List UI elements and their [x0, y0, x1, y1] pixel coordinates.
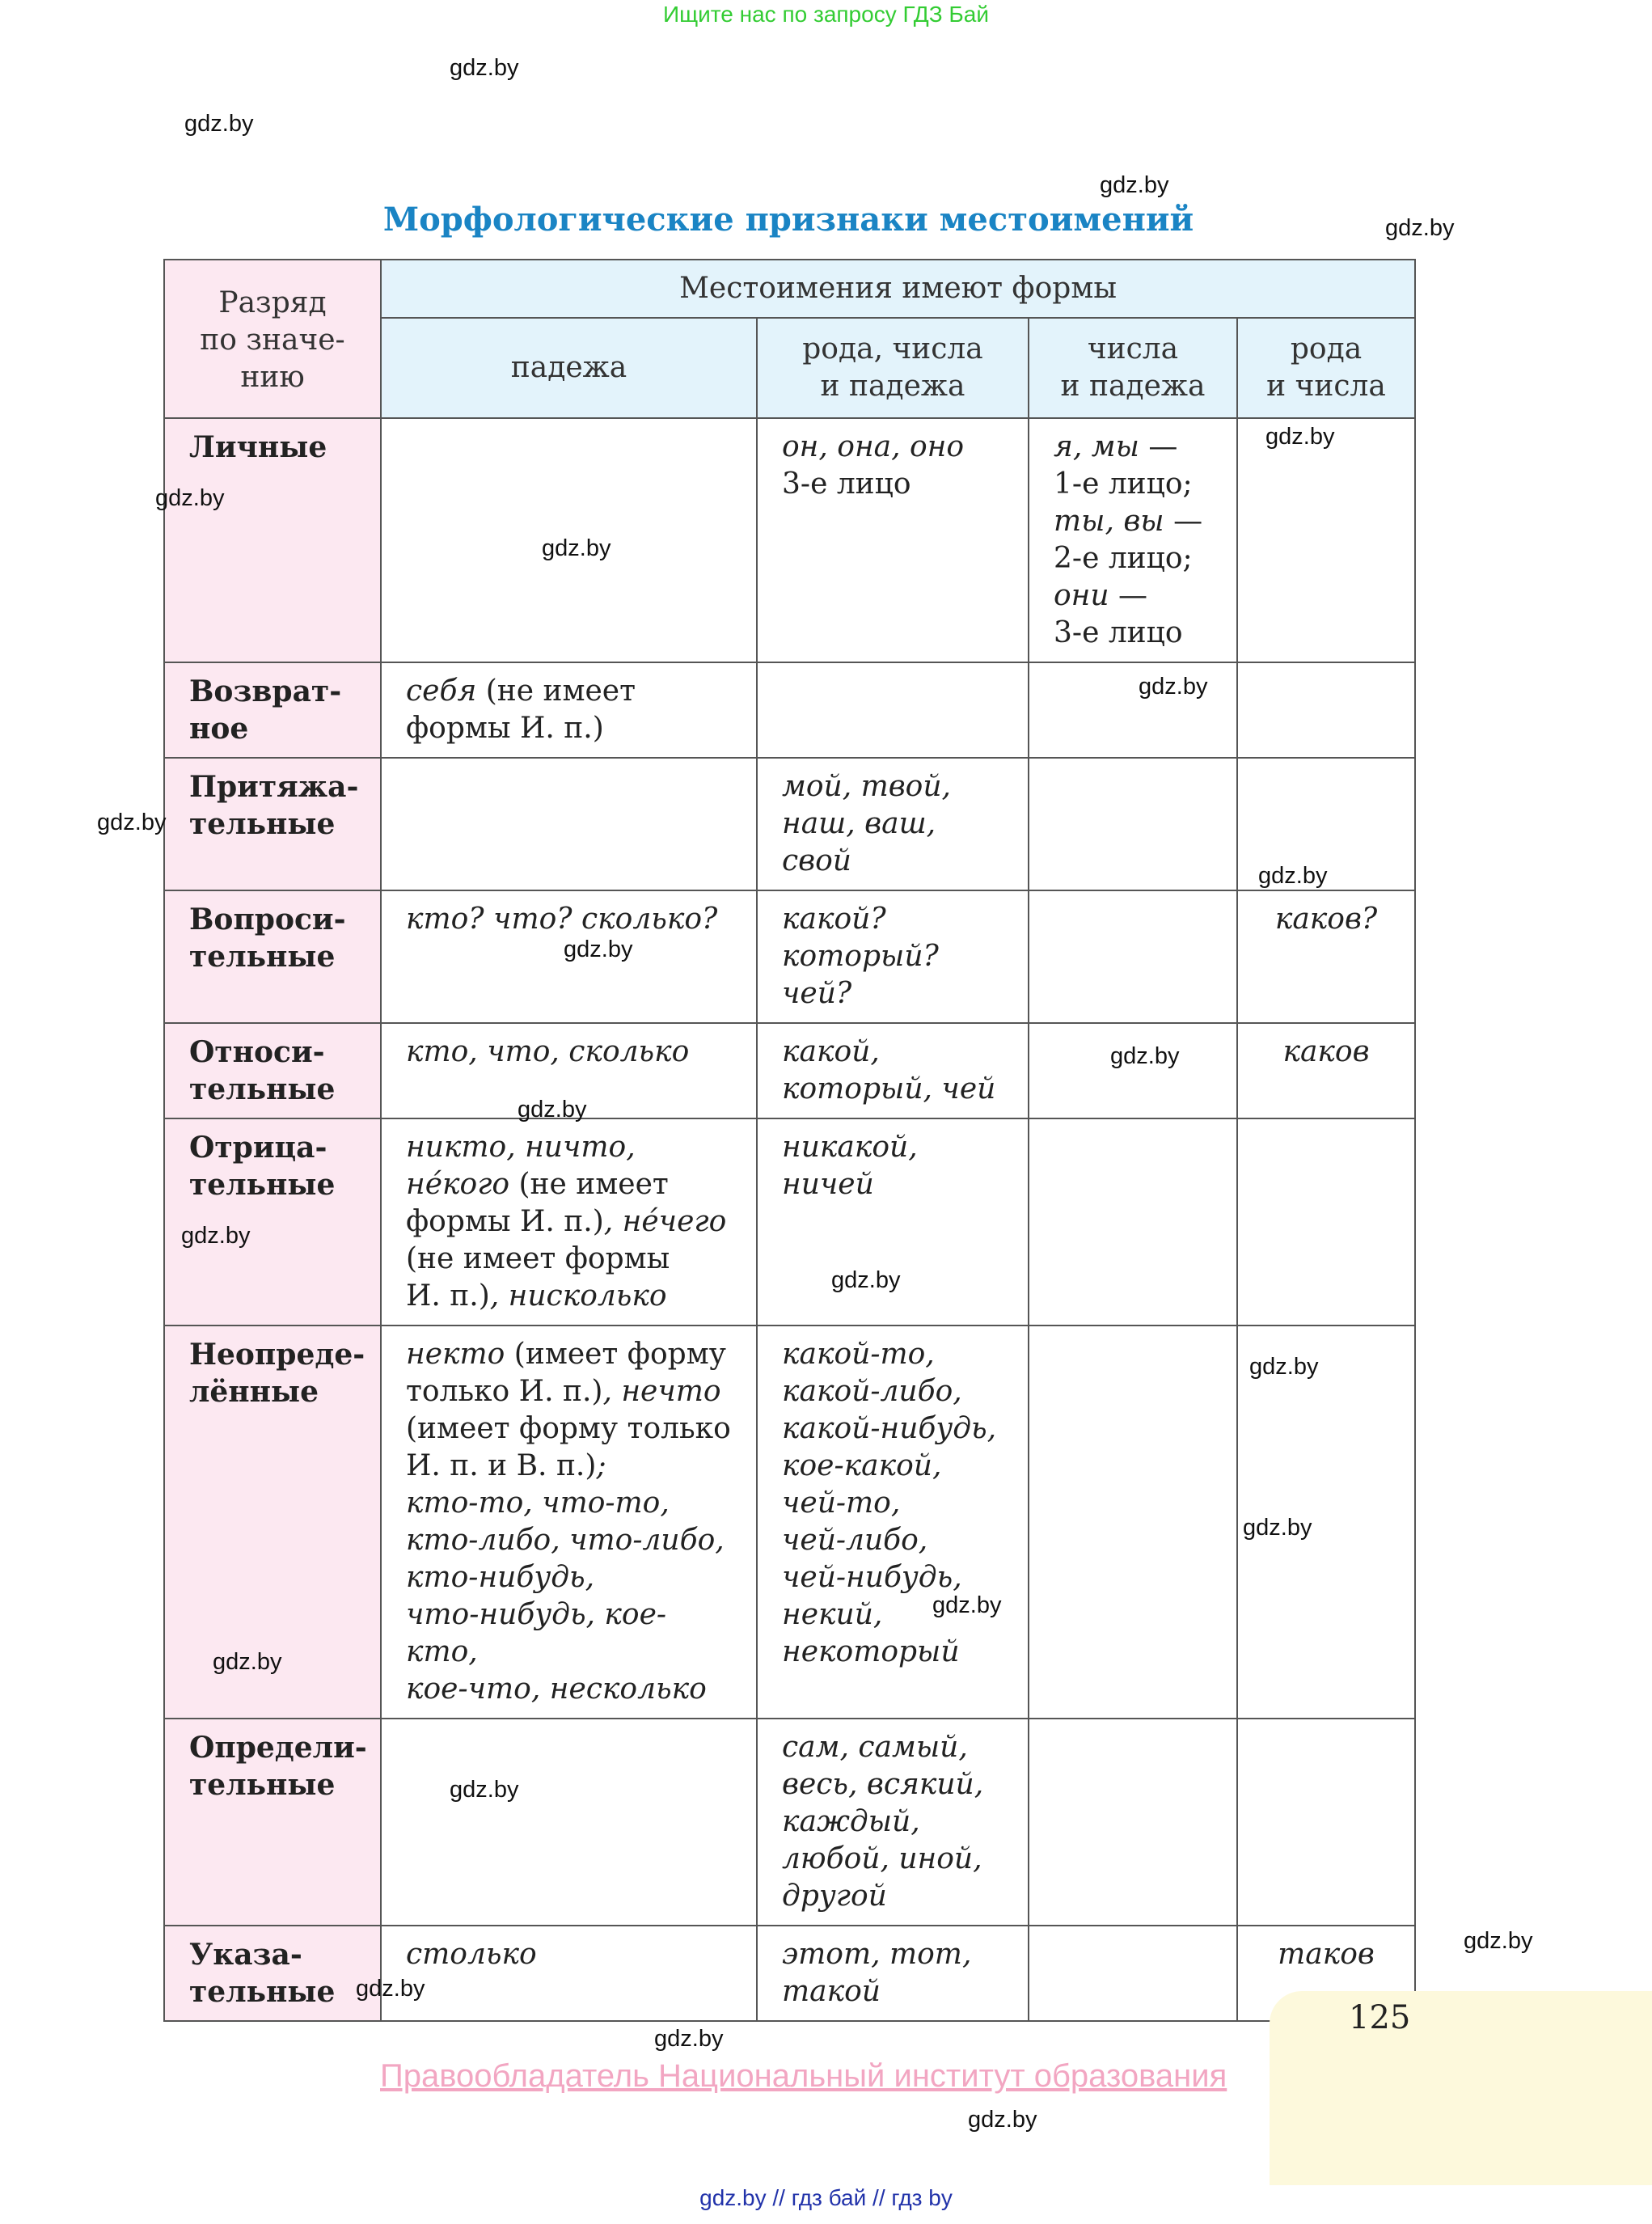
cell-line: Указа-: [189, 1938, 302, 1972]
table-cell: [1237, 1023, 1415, 1118]
cell-line: мой, твой,: [782, 770, 951, 803]
header-col-3: [1029, 318, 1237, 418]
row-category: [164, 1926, 381, 2021]
watermark: gdz.by: [450, 1777, 519, 1803]
table-row: [164, 758, 1415, 890]
cell-line: падежа: [510, 351, 627, 384]
watermark: gdz.by: [356, 1976, 425, 2002]
cell-line: лённые: [189, 1375, 319, 1409]
table-cell: [1029, 1118, 1237, 1326]
table-cell: [1029, 1023, 1237, 1118]
cell-line: который?: [782, 940, 939, 973]
cell-line: свой: [782, 844, 851, 877]
table-cell: [1029, 758, 1237, 890]
table-row: [164, 418, 1415, 662]
table-row: [164, 1023, 1415, 1118]
cell-line: кто-нибудь,: [406, 1561, 595, 1594]
header-category: [164, 260, 381, 418]
watermark: gdz.by: [181, 1223, 251, 1249]
cell-line: кто, что, сколько: [406, 1035, 690, 1068]
table-cell: [381, 1326, 757, 1719]
row-category: [164, 758, 381, 890]
cell-line: и падежа: [1060, 370, 1206, 403]
table-cell: [1237, 1719, 1415, 1926]
page-title: Морфологические признаки местоимений: [382, 201, 1194, 239]
cell-line: я, мы —: [1054, 430, 1178, 463]
cell-line: и падежа: [820, 370, 965, 403]
cell-line: весь, всякий,: [782, 1768, 984, 1801]
cell-line: никто, ничто,: [406, 1131, 636, 1164]
cell-line: кто-то, что-то,: [406, 1486, 670, 1520]
table-row: [164, 890, 1415, 1023]
cell-line: этот, тот,: [782, 1938, 972, 1971]
cell-line: и числа: [1266, 370, 1386, 403]
table-row: [164, 1326, 1415, 1719]
cell-line: они —: [1054, 579, 1148, 612]
cell-line: Разряд: [218, 286, 327, 319]
cell-line: наш, ваш,: [782, 807, 936, 840]
cell-line: Неопреде-: [189, 1338, 365, 1372]
cell-line: какой,: [782, 1035, 880, 1068]
watermark: gdz.by: [1243, 1515, 1312, 1541]
table-cell: [1029, 418, 1237, 662]
header-col-1: [381, 318, 757, 418]
copyright-notice[interactable]: Правообладатель Национальный институт образования: [380, 2058, 1227, 2094]
cell-line: только И. п.), нечто: [406, 1375, 721, 1408]
cell-line: тельные: [189, 1072, 336, 1106]
cell-line: 2-е лицо;: [1054, 542, 1193, 575]
table-cell: [381, 1719, 757, 1926]
cell-line: чей?: [782, 977, 852, 1010]
cell-line: по значе-: [200, 323, 345, 357]
cell-line: не́кого (не имеет: [406, 1168, 669, 1201]
table-cell: [381, 662, 757, 758]
cell-line: Притяжа-: [189, 770, 359, 804]
watermark: gdz.by: [654, 2026, 724, 2052]
table-cell: [757, 1118, 1029, 1326]
cell-line: кто-либо, что-либо,: [406, 1524, 725, 1557]
watermark: gdz.by: [1110, 1043, 1180, 1069]
cell-line: рода, числа: [802, 332, 983, 366]
cell-line: Определи-: [189, 1731, 367, 1765]
cell-line: никакой,: [782, 1131, 918, 1164]
table-cell: [1029, 890, 1237, 1023]
cell-line: рода: [1290, 332, 1363, 366]
watermark: gdz.by: [564, 937, 633, 962]
pronoun-table: [163, 259, 1416, 2022]
table-cell: [757, 1023, 1029, 1118]
watermark: gdz.by: [213, 1649, 282, 1675]
cell-line: любой, иной,: [782, 1842, 982, 1875]
search-banner: Ищите нас по запросу ГДЗ Бай: [662, 2, 990, 27]
cell-line: каков?: [1274, 903, 1378, 936]
cell-line: какой-нибудь,: [782, 1412, 997, 1445]
watermark: gdz.by: [1464, 1928, 1533, 1954]
row-category: [164, 1023, 381, 1118]
cell-line: столько: [406, 1938, 537, 1971]
cell-line: другой: [782, 1879, 887, 1913]
table-cell: [381, 1118, 757, 1326]
watermark: gdz.by: [932, 1592, 1002, 1618]
cell-line: И. п. и В. п.);: [406, 1449, 606, 1482]
cell-line: чей-нибудь,: [782, 1561, 962, 1594]
table-cell: [757, 1326, 1029, 1719]
watermark: gdz.by: [1385, 215, 1455, 241]
header-group: Местоимения имеют формы: [381, 260, 1415, 318]
row-category: [164, 418, 381, 662]
cell-line: И. п.), нисколько: [406, 1279, 667, 1313]
cell-line: кое-какой,: [782, 1449, 942, 1482]
table-row: [164, 1719, 1415, 1926]
cell-line: 3-е лицо: [782, 467, 911, 501]
cell-line: тельные: [189, 1975, 336, 2009]
row-category: [164, 1719, 381, 1926]
header-col-2: [757, 318, 1029, 418]
cell-line: таков: [1278, 1938, 1375, 1971]
cell-line: Отрица-: [189, 1131, 327, 1165]
cell-line: сам, самый,: [782, 1731, 968, 1764]
header-col-4: [1237, 318, 1415, 418]
cell-line: ничей: [782, 1168, 874, 1201]
cell-line: (имеет форму только: [406, 1412, 731, 1445]
table-cell: [1237, 1118, 1415, 1326]
cell-line: формы И. п.), не́чего: [406, 1205, 727, 1238]
cell-line: кто? что? сколько?: [406, 903, 718, 936]
page-number: 125: [1349, 1999, 1411, 2036]
cell-line: Вопроси-: [189, 903, 346, 937]
cell-line: (не имеет формы: [406, 1242, 670, 1275]
cell-line: некоторый: [782, 1635, 960, 1668]
table-row: [164, 1926, 1415, 2021]
cell-line: такой: [782, 1975, 881, 2008]
cell-line: Личные: [189, 430, 327, 464]
cell-line: какой-то,: [782, 1338, 935, 1371]
cell-line: Возврат-: [189, 674, 342, 708]
table-cell: [757, 758, 1029, 890]
table-cell: [381, 1926, 757, 2021]
cell-line: числа: [1087, 332, 1179, 366]
table-cell: [1237, 662, 1415, 758]
watermark: gdz.by: [1100, 172, 1169, 198]
watermark: gdz.by: [542, 535, 611, 561]
watermark: gdz.by: [1265, 424, 1335, 450]
cell-line: какой-либо,: [782, 1375, 962, 1408]
table-cell: [757, 418, 1029, 662]
table-cell: [1237, 418, 1415, 662]
watermark: gdz.by: [184, 111, 254, 137]
cell-line: он, она, оно: [782, 430, 965, 463]
footer-links[interactable]: gdz.by // гдз бай // гдз by: [699, 2185, 953, 2210]
cell-line: чей-то,: [782, 1486, 901, 1520]
cell-line: который, чей: [782, 1072, 996, 1106]
cell-line: ное: [189, 712, 249, 746]
watermark: gdz.by: [831, 1267, 901, 1293]
cell-line: тельные: [189, 940, 336, 974]
table-cell: [757, 890, 1029, 1023]
table-cell: [757, 1926, 1029, 2021]
cell-line: чей-либо,: [782, 1524, 928, 1557]
row-category: [164, 890, 381, 1023]
cell-line: каждый,: [782, 1805, 920, 1838]
row-category: [164, 1118, 381, 1326]
cell-line: Относи-: [189, 1035, 325, 1069]
table-row: [164, 662, 1415, 758]
cell-line: 1-е лицо;: [1054, 467, 1193, 501]
table-cell: [1029, 1719, 1237, 1926]
watermark: gdz.by: [1249, 1354, 1319, 1380]
cell-line: нию: [240, 361, 305, 394]
cell-line: себя (не имеет: [406, 674, 636, 708]
cell-line: некий,: [782, 1598, 883, 1631]
cell-line: какой?: [782, 903, 886, 936]
cell-line: тельные: [189, 807, 336, 841]
watermark: gdz.by: [968, 2107, 1037, 2133]
table-cell: [1029, 1926, 1237, 2021]
cell-line: кое-что, несколько: [406, 1672, 707, 1706]
table-cell: [757, 1719, 1029, 1926]
table-row: [164, 1118, 1415, 1326]
watermark: gdz.by: [97, 810, 167, 835]
watermark: gdz.by: [518, 1097, 587, 1123]
page-number-box: [1270, 1991, 1652, 2185]
table-cell: [757, 662, 1029, 758]
watermark: gdz.by: [155, 485, 225, 511]
cell-line: каков: [1282, 1035, 1370, 1068]
watermark: gdz.by: [450, 55, 519, 81]
table-cell: [1237, 890, 1415, 1023]
cell-line: ты, вы —: [1054, 505, 1203, 538]
watermark: gdz.by: [1139, 674, 1208, 700]
table-cell: [1029, 1326, 1237, 1719]
cell-line: тельные: [189, 1168, 336, 1202]
cell-line: некто (имеет форму: [406, 1338, 726, 1371]
watermark: gdz.by: [1258, 863, 1328, 889]
cell-line: что-нибудь, кое-кто,: [406, 1598, 667, 1668]
cell-line: 3-е лицо: [1054, 616, 1183, 649]
cell-line: тельные: [189, 1768, 336, 1802]
row-category: [164, 662, 381, 758]
table-cell: [381, 758, 757, 890]
cell-line: формы И. п.): [406, 712, 604, 745]
